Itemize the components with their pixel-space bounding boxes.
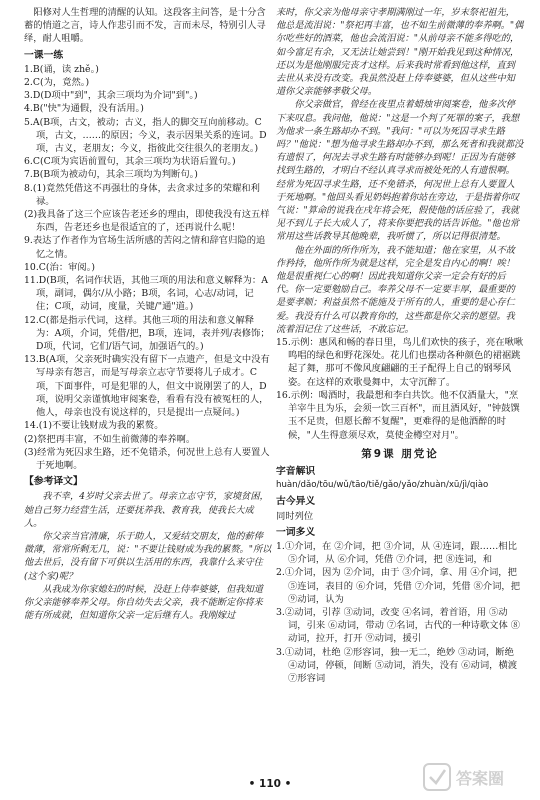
section-heading-polysemy: 一词多义 bbox=[276, 526, 316, 538]
lesson-title: 第9课 朋党论 bbox=[361, 447, 439, 460]
translation-paragraph: 你父亲当官清廉，乐于助人，又爱结交朋友，他的薪俸微薄，常常所剩无几，说："不要让钱财成为我的累赘。"所以他去世后，没有留下可供以生活用的东西，我靠什么来守住(这个家)呢？ bbox=[24, 530, 272, 582]
ancient-modern-text: 同时列位 bbox=[276, 510, 314, 522]
answer-item: 2.C(为，竟然。) bbox=[24, 77, 90, 89]
answer-item: 13.B(A项，父亲死时确实没有留下一点遗产，但是文中没有写母亲有怨言，而是写母亲立志守节要将儿子成才。C项，下面事件，可是犯罪的人，但文中说刚罢了的人，D项，说明父亲谨慎地审阅案卷，看看有没有被冤枉的人，他人，母亲也没有说这样的，只是提出一点疑问。) bbox=[24, 354, 270, 419]
answer-item: 12.C(都是指示代词，这样。其他三项的用法和意义解释为：A项，介词，凭借/把，B项，连词，表并列/表修饰；D项，代词，它们/语气词，加强语气的。) bbox=[24, 314, 270, 353]
watermark-logo-icon bbox=[422, 760, 522, 794]
reference-translation-heading: 【参考译文】 bbox=[24, 476, 83, 488]
answer-item: (2)我具备了这三个应该告老还乡的理由，即使我没有这五样东西，告老还乡也是很适宜的了，还再说什么呢！ bbox=[24, 209, 270, 234]
answer-item: 1.B(诵，读 zhě。) bbox=[24, 63, 99, 75]
answer-item: (3)经常为死囚求生路，还不免错杀，何况世上总有人要置人于死地啊。 bbox=[24, 446, 270, 471]
intro-paragraph: 阳修对人生哲理的清醒的认知。这段客主问答，是十分含蓄的悄道之言，诗人作悲引而不发，言而未尽，特别引人寻绎，耐人咀嚼。 bbox=[24, 7, 266, 45]
answer-item: 7.B(B项为被动句，其余三项均为判断句。) bbox=[24, 169, 198, 181]
answer-item: 11.D(B项，名词作状语，其他三项的用法和意义解释为：A项，副词，偶尔/从小路；B项，名词，心志/动词，记住；C项，动词，度量，关键/"通"道。) bbox=[24, 275, 268, 313]
answer-item: (2)祭把再丰富，不如生前微薄的奉养啊。 bbox=[24, 433, 196, 445]
pinyin-line: huàn/dǎo/tōu/wǔ/tāo/tiě/gǎo/yǎo/zhuàn/xū/jì/qiào bbox=[276, 480, 489, 491]
answer-item: 5.A(B项，古文，被动；古义，指人的脚交互向前移动。C项，古文，……的原因；今义，表示因果关系的连词。D项，古义，老朋友；今义，指彼此交往很久的老朋友。) bbox=[24, 116, 267, 155]
answer-list-left bbox=[24, 63, 272, 472]
right-column bbox=[276, 6, 524, 685]
section-heading-ancient-modern: 古今异义 bbox=[276, 496, 316, 508]
answer-item: 6.C(C项为宾语前置句，其余三项均为状语后置句。) bbox=[24, 156, 236, 168]
translation-paragraph: 我不幸，4岁时父亲去世了。母亲立志守节，家境贫困，她自己努力经营生活，还要抚养我、教育我，使我长大成人。 bbox=[24, 491, 269, 529]
polysemy-item: 3.①动词，杜绝 ②形容词，独一无二，绝妙 ③动词，断绝 ④动词，停顿，间断 ⑤动词，消失，没有 ⑥动词，横渡 ⑦形容词 bbox=[276, 646, 518, 684]
translation-paragraph: 他在外面的所作所为，我不能知道；他在家里，从不故作矜持，他所作所为就是这样，完全是发自内心的啊！唉！他是很重视仁心的啊！因此我知道你父亲一定会有好的后代。你一定要勉励自己。奉养父母不一定要丰厚，最重要的是要孝顺；利益虽然不能施及于所有的人，重要的是心存仁爱。我没有什么可以教育你的，这些都是你父亲的愿望。我流着泪记住了这些话，不敢忘记。 bbox=[276, 244, 515, 335]
answer-item: 14.(1)不要让钱财成为我的累赘。 bbox=[24, 420, 164, 432]
polysemy-item: 3.②动词，引荐 ③动词，改变 ④名词，着首语，用 ⑤动词，引来 ⑥动词，带动 ⑦名词，古代的一种诗歌文体 ⑧动词，拉开，打开 ⑨动词，援引 bbox=[276, 606, 520, 645]
translation-paragraph: 从我成为你家媳妇的时候，没赶上侍奉婆婆，但我知道你父亲能够奉养父母。你自幼失去父亲，我不能断定你将来能有所成就，但知道你父亲一定后继有人。我刚嫁过 bbox=[24, 583, 263, 622]
answer-item: 16.示例：喝酒时，我最想和李白共饮。他不仅酒量大，"烹羊宰牛且为乐，会须一饮三百杯"，而且酒风好，"钟鼓馔玉不足贵，但愿长醉不复醒"，更难得的是他酒醉的时候，"人生得意须尽欢，莫使金樽空对月"。 bbox=[276, 389, 520, 441]
section-heading-pronunciation: 字音解识 bbox=[276, 465, 316, 477]
answer-item: 8.(1)竟然凭借这不再强壮的身体，去贪求过多的荣耀和利禄。 bbox=[24, 182, 260, 207]
answer-item: 9.表达了作者作为官场生活所感的苦闷之情和辞官归隐的追忆之情。 bbox=[24, 235, 266, 260]
answer-item: 15.示例：惠风和畅的春日里，鸟儿们欢快的孩子，亮在啾啾鸣唱的绿色和野花深处。花儿们也摆动各种颜色的裙裾跳起了舞，那可不像风度翩翩的王子配得上自己的钢琴风姿。在这样的欢歌曼舞中，太守沉醉了。 bbox=[276, 337, 524, 388]
answer-item: 3.D(D项中"到"，其余三项均为介词"到"。) bbox=[24, 90, 198, 102]
polysemy-item: 2.①介词，因为 ②介词，由于 ③介词，拿、用 ④介词，把 ⑤连词，表目的 ⑥介词，凭借 ⑦介词，凭借 ⑧介词，把 ⑨动词，认为 bbox=[276, 567, 520, 605]
page-number: • 110 • bbox=[248, 778, 292, 790]
polysemy-item: 1.①介词，在 ②介词，把 ③介词，从 ④连词，跟……相比 ⑤介词，从 ⑥介词，凭借 ⑦介词，把 ⑧连词，和 bbox=[276, 540, 517, 566]
answer-item: 10.C(治：审阅。) bbox=[24, 261, 95, 273]
translation-paragraph: 你父亲做官，曾经在夜里点着蜡烛审阅案卷，他多次停下来叹息。我问他，他说："这是一个判了死罪的案子，我想为他求一条生路却办不到。"我问："可以为死囚寻求生路吗？"他说："想为他寻求生路却办不到，那么死者和我就都没有遗恨了，何况去寻求生路有时能够办到呢！正因为有能够找到生路的，才明白不经认真寻求而被处死的人有遗恨啊。经常为死囚寻求生路，还不免错杀，何况世上总有人要置人于死地啊。"他回头看见奶妈抱着你站在旁边，于是指着你叹气说："算命的说我在戌年将会死，假使他的话应验了，我就见不到儿子长大成人了，将来你要把我的话告诉他。"他也常常用这些话教导其他晚辈，我听惯了，所以记得很清楚。 bbox=[276, 99, 524, 243]
answer-item: 4.B("快"为通假，没有活用。) bbox=[24, 103, 144, 115]
left-column bbox=[24, 6, 272, 622]
watermark-text: 答案圈 bbox=[456, 769, 505, 788]
translation-paragraph: 来时，你父亲为他母亲守孝期满刚过一年，岁末祭祀祖先，他总是流泪说："祭祀再丰富，也不如生前微薄的奉养啊。"偶尔吃些好的酒菜，他也会流泪说："从前母亲不能多得吃的，如今富足有余，又无法让她尝到！"刚开始我见到这种情况，还以为是他刚服完丧才这样。后来我时常看到他这样，直到去世从来没有改变。我虽然没赶上侍奉婆婆，但从这些中知道你父亲能够孝敬父母。 bbox=[276, 7, 524, 98]
section-heading-practice: 一课一练 bbox=[24, 49, 64, 61]
